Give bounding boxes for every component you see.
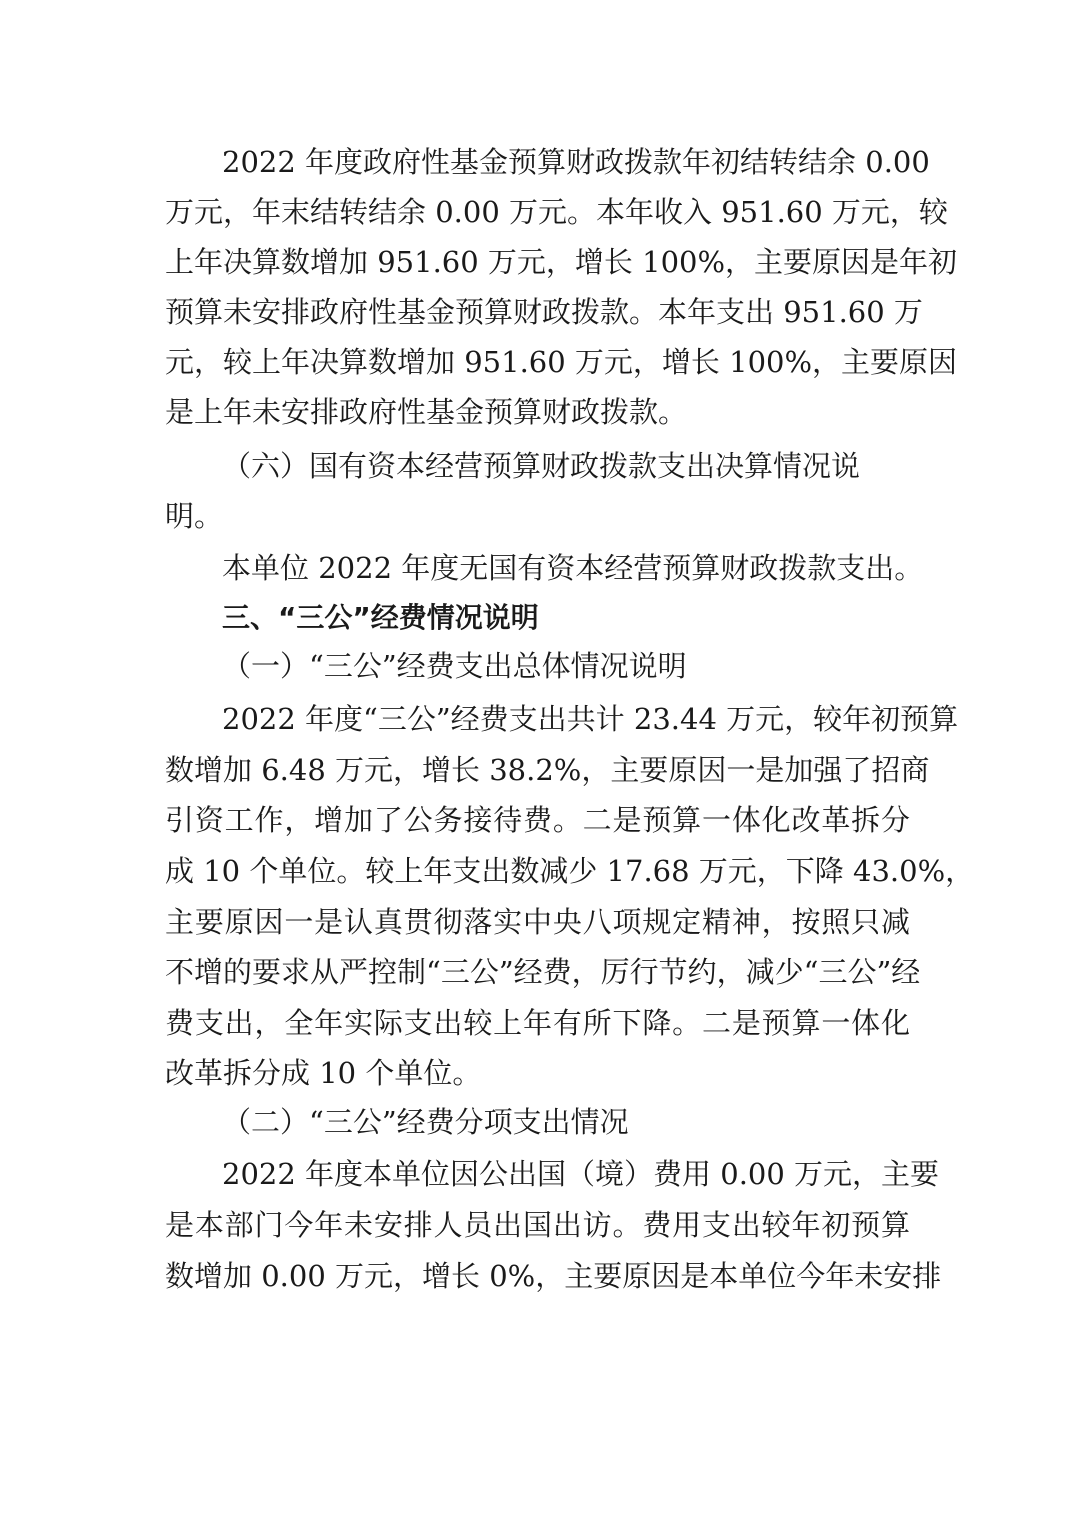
- paragraph-three-public-line-7: 费支出，全年实际支出较上年有所下降。二是预算一体化: [165, 1006, 910, 1040]
- paragraph-overseas-line-2: 是本部门今年未安排人员出国出访。费用支出较年初预算: [165, 1208, 910, 1242]
- paragraph-gov-fund-line-1: 2022 年度政府性基金预算财政拨款年初结转结余 0.00: [222, 145, 930, 179]
- paragraph-three-public-line-5: 主要原因一是认真贯彻落实中央八项规定精神，按照只减: [165, 905, 910, 939]
- paragraph-three-public-line-4: 成 10 个单位。较上年支出数减少 17.68 万元，下降 43.0%，: [165, 854, 975, 888]
- paragraph-gov-fund-line-2: 万元，年末结转结余 0.00 万元。本年收入 951.60 万元，较: [165, 195, 948, 229]
- paragraph-three-public-line-6: 不增的要求从严控制“三公”经费，厉行节约，减少“三公”经: [165, 955, 921, 989]
- paragraph-overseas-line-3: 数增加 0.00 万元，增长 0%，主要原因是本单位今年未安排: [165, 1259, 942, 1293]
- paragraph-gov-fund-line-3: 上年决算数增加 951.60 万元，增长 100%，主要原因是年初: [165, 245, 958, 279]
- subsection-2-heading: （二）“三公”经费分项支出情况: [222, 1105, 629, 1139]
- paragraph-three-public-line-1: 2022 年度“三公”经费支出共计 23.44 万元，较年初预算: [222, 702, 959, 736]
- paragraph-gov-fund-line-4: 预算未安排政府性基金预算财政拨款。本年支出 951.60 万: [165, 295, 923, 329]
- subsection-1-heading: （一）“三公”经费支出总体情况说明: [222, 649, 687, 683]
- paragraph-three-public-line-8: 改革拆分成 10 个单位。: [165, 1056, 482, 1090]
- paragraph-three-public-line-3: 引资工作，增加了公务接待费。二是预算一体化改革拆分: [165, 803, 910, 837]
- paragraph-gov-fund-line-5: 元，较上年决算数增加 951.60 万元，增长 100%，主要原因: [165, 345, 958, 379]
- paragraph-overseas-line-1: 2022 年度本单位因公出国（境）费用 0.00 万元，主要: [222, 1157, 940, 1191]
- section-3-heading: 三、“三公”经费情况说明: [222, 601, 539, 634]
- section-6-heading-line-2: 明。: [165, 499, 224, 533]
- paragraph-state-capital: 本单位 2022 年度无国有资本经营预算财政拨款支出。: [222, 551, 924, 585]
- paragraph-three-public-line-2: 数增加 6.48 万元，增长 38.2%，主要原因一是加强了招商: [165, 753, 930, 787]
- paragraph-gov-fund-line-6: 是上年未安排政府性基金预算财政拨款。: [165, 395, 688, 429]
- section-6-heading-line-1: （六）国有资本经营预算财政拨款支出决算情况说: [222, 449, 861, 483]
